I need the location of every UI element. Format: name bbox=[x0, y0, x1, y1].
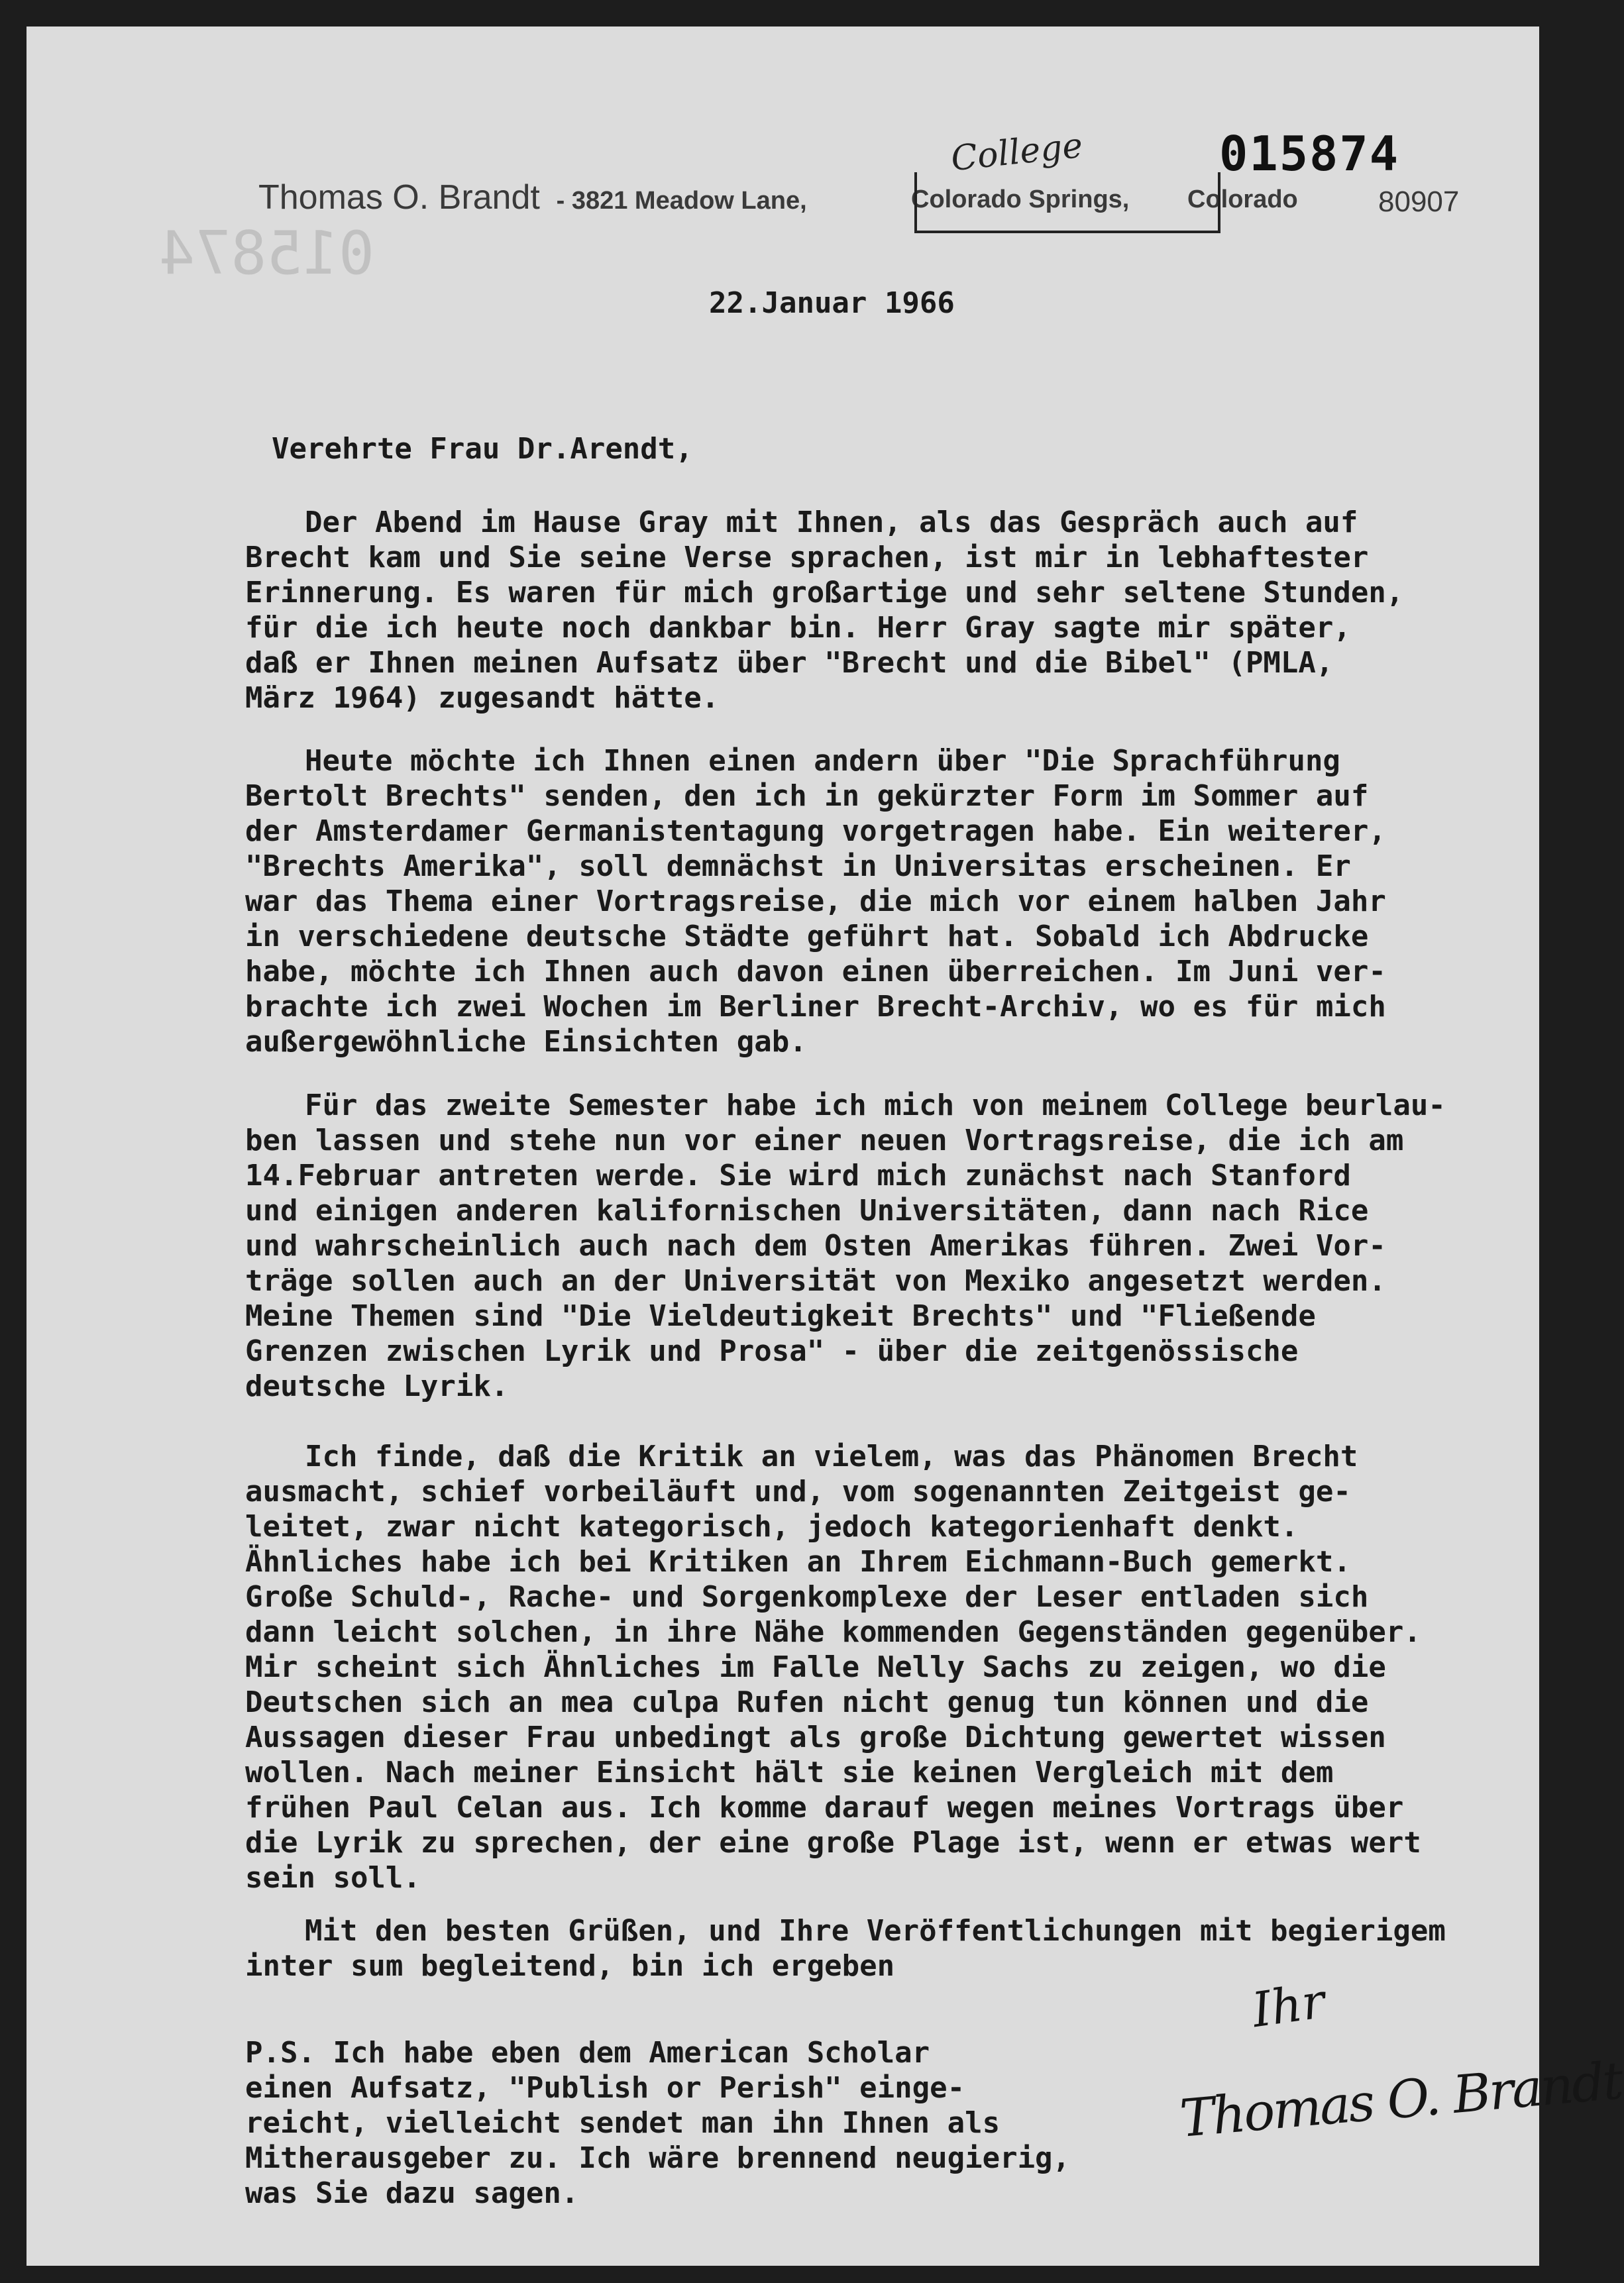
paragraph-4 bbox=[245, 1439, 1544, 1895]
document-number: 015874 bbox=[1219, 126, 1400, 182]
text-line: 14.Februar antreten werde. Sie wird mich zunächst nach Stanford bbox=[245, 1159, 1351, 1193]
letterhead-city: Colorado Springs, bbox=[911, 186, 1130, 213]
text-line: frühen Paul Celan aus. Ich komme darauf wegen meines Vortrags über bbox=[245, 1791, 1404, 1825]
letter-date: 22.Januar 1966 bbox=[709, 286, 955, 320]
bleed-through-stamp: 015874 bbox=[159, 219, 375, 288]
paragraph-1 bbox=[245, 505, 1544, 716]
text-line: Der Abend im Hause Gray mit Ihnen, als das Gespräch auch auf bbox=[305, 505, 1358, 539]
text-line: und wahrscheinlich auch nach dem Osten Amerikas führen. Zwei Vor- bbox=[245, 1229, 1386, 1263]
text-line: Deutschen sich an mea culpa Rufen nicht genug tun können und die bbox=[245, 1685, 1369, 1719]
text-line: Mitherausgeber zu. Ich wäre brennend neugierig, bbox=[245, 2141, 1071, 2175]
text-line: was Sie dazu sagen. bbox=[245, 2176, 579, 2210]
text-line: einen Aufsatz, "Publish or Perish" einge- bbox=[245, 2071, 965, 2105]
text-line: leitet, zwar nicht kategorisch, jedoch kategorienhaft denkt. bbox=[245, 1510, 1299, 1544]
text-line: Ich finde, daß die Kritik an vielem, was das Phänomen Brecht bbox=[305, 1440, 1358, 1473]
closing-paragraph bbox=[245, 1913, 1544, 1984]
text-line: Aussagen dieser Frau unbedingt als große Dichtung gewertet wissen bbox=[245, 1721, 1386, 1754]
text-line: ben lassen und stehe nun vor einer neuen Vortragsreise, die ich am bbox=[245, 1124, 1404, 1157]
text-line: Brecht kam und Sie seine Verse sprachen, ist mir in lebhaftester bbox=[245, 541, 1369, 574]
text-line: außergewöhnliche Einsichten gab. bbox=[245, 1025, 807, 1059]
text-line: deutsche Lyrik. bbox=[245, 1369, 509, 1403]
text-line: Heute möchte ich Ihnen einen andern über "Die Sprachführung bbox=[305, 744, 1340, 778]
text-line: Mit den besten Grüßen, und Ihre Veröffentlichungen mit begierigem bbox=[305, 1914, 1446, 1948]
letter-page bbox=[27, 27, 1624, 2266]
letterhead bbox=[258, 178, 807, 217]
salutation: Verehrte Frau Dr.Arendt, bbox=[272, 432, 693, 466]
signature-name: Thomas O. Brandt bbox=[1177, 2051, 1624, 2149]
letterhead-state: Colorado bbox=[1187, 186, 1298, 213]
signature-closing: Ihr bbox=[1248, 1972, 1328, 2039]
text-line: Mir scheint sich Ähnliches im Falle Nelly Sachs zu zeigen, wo die bbox=[245, 1650, 1386, 1684]
text-line: war das Thema einer Vortragsreise, die mich vor einem halben Jahr bbox=[245, 884, 1386, 918]
text-line: Bertolt Brechts" senden, den ich in gekürzter Form im Sommer auf bbox=[245, 779, 1369, 813]
text-line: sein soll. bbox=[245, 1861, 421, 1895]
text-line: Erinnerung. Es waren für mich großartige und sehr seltene Stunden, bbox=[245, 576, 1404, 610]
text-line: in verschiedene deutsche Städte geführt hat. Sobald ich Abdrucke bbox=[245, 920, 1369, 953]
text-line: März 1964) zugesandt hätte. bbox=[245, 681, 720, 715]
text-line: die Lyrik zu sprechen, der eine große Plage ist, wenn er etwas wert bbox=[245, 1826, 1421, 1860]
text-line: Grenzen zwischen Lyrik und Prosa" - über die zeitgenössische bbox=[245, 1334, 1299, 1368]
text-line: P.S. Ich habe eben dem American Scholar bbox=[245, 2036, 930, 2070]
text-line: Meine Themen sind "Die Vieldeutigkeit Brechts" und "Fließende bbox=[245, 1299, 1316, 1333]
text-line: daß er Ihnen meinen Aufsatz über "Brecht und die Bibel" (PMLA, bbox=[245, 646, 1334, 680]
text-line: brachte ich zwei Wochen im Berliner Brecht-Archiv, wo es für mich bbox=[245, 990, 1386, 1024]
text-line: und einigen anderen kalifornischen Universitäten, dann nach Rice bbox=[245, 1194, 1369, 1228]
letterhead-name: Thomas O. Brandt bbox=[258, 178, 540, 217]
text-line: dann leicht solchen, in ihre Nähe kommenden Gegenständen gegenüber. bbox=[245, 1615, 1421, 1649]
handwritten-correction: College bbox=[949, 125, 1085, 180]
paragraph-3 bbox=[245, 1088, 1544, 1404]
text-line: ausmacht, schief vorbeiläuft und, vom sogenannten Zeitgeist ge- bbox=[245, 1475, 1351, 1509]
text-line: der Amsterdamer Germanistentagung vorgetragen habe. Ein weiterer, bbox=[245, 814, 1386, 848]
text-line: wollen. Nach meiner Einsicht hält sie keinen Vergleich mit dem bbox=[245, 1756, 1334, 1789]
letterhead-address: - 3821 Meadow Lane, bbox=[556, 187, 807, 215]
text-line: Für das zweite Semester habe ich mich von meinem College beurlau- bbox=[305, 1088, 1446, 1122]
text-line: inter sum begleitend, bin ich ergeben bbox=[245, 1949, 895, 1983]
text-line: habe, möchte ich Ihnen auch davon einen überreichen. Im Juni ver- bbox=[245, 955, 1386, 988]
paragraph-2 bbox=[245, 743, 1544, 1059]
text-line: "Brechts Amerika", soll demnächst in Universitas erscheinen. Er bbox=[245, 849, 1351, 883]
text-line: Ähnliches habe ich bei Kritiken an Ihrem Eichmann-Buch gemerkt. bbox=[245, 1545, 1351, 1579]
text-line: träge sollen auch an der Universität von Mexiko angesetzt werden. bbox=[245, 1264, 1386, 1298]
text-line: Große Schuld-, Rache- und Sorgenkomplexe der Leser entladen sich bbox=[245, 1580, 1369, 1614]
text-line: reicht, vielleicht sendet man ihn Ihnen als bbox=[245, 2106, 1001, 2140]
text-line: für die ich heute noch dankbar bin. Herr Gray sagte mir später, bbox=[245, 611, 1351, 645]
postscript bbox=[245, 2035, 1107, 2211]
letterhead-zip: 80907 bbox=[1378, 186, 1460, 218]
